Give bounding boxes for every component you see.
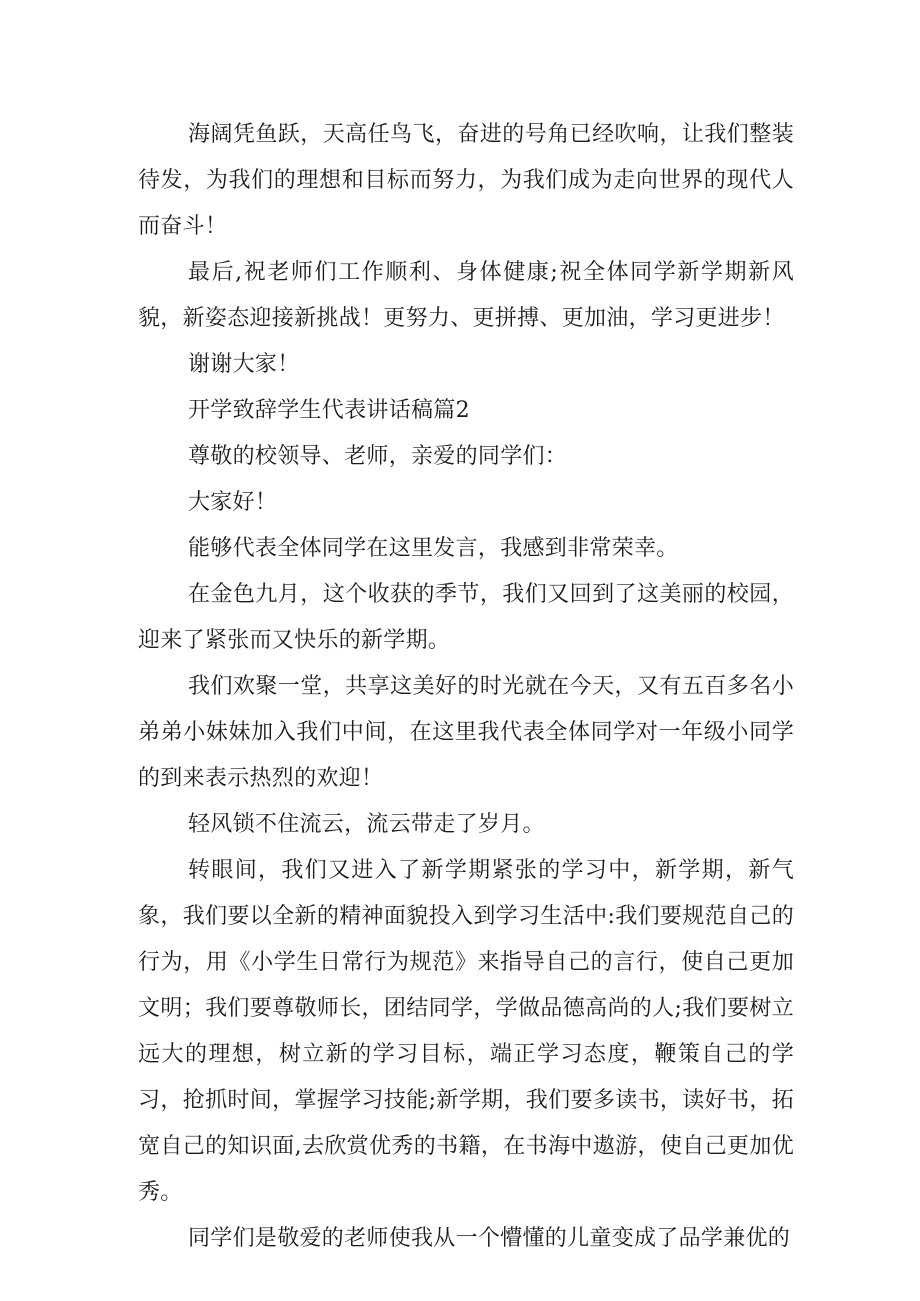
paragraph-breeze: 轻风锁不住流云，流云带走了岁月。 — [188, 812, 545, 837]
document-body — [138, 112, 794, 1262]
paragraph-greeting: 大家好！ — [188, 490, 278, 515]
paragraph-new-semester: 转眼间，我们又进入了新学期紧张的学习中，新学期，新气象，我们要以全新的精神面貌投入到学习生活中:我们要规范自己的行为，用《小学生日常行为规范》来指导自己的言行，使自己更加文明；我们要尊敬师长，团结同学，学做品德高尚的人;我们要树立远大的理想，树立新的学习目标，端正学习态度，鞭策自己的学习，抢抓时间，掌握学习技能;新学期，我们要多读书，读好书，拓宽自己的知识面,去欣赏优秀的书籍，在书海中遨游，使自己更加优秀。 — [138, 858, 794, 1205]
paragraph-september: 在金色九月，这个收获的季节，我们又回到了这美丽的校园，迎来了紧张而又快乐的新学期。 — [138, 582, 794, 653]
paragraph-teachers: 同学们是敬爱的老师使我从一个懵懂的儿童变成了品学兼优的 — [188, 1226, 791, 1251]
paragraph-welcome: 我们欢聚一堂，共享这美好的时光就在今天，又有五百多名小弟弟小妹妹加入我们中间，在这里我代表全体同学对一年级小同学的到来表示热烈的欢迎！ — [138, 674, 794, 791]
paragraph-wishes: 最后,祝老师们工作顺利、身体健康;祝全体同学新学期新风貌，新姿态迎接新挑战！更努力、更拼搏、更加油，学习更进步！ — [138, 260, 794, 331]
paragraph-closing-call: 海阔凭鱼跃，天高任鸟飞，奋进的号角已经吹响，让我们整装待发，为我们的理想和目标而努力，为我们成为走向世界的现代人而奋斗！ — [138, 122, 794, 239]
section-heading: 开学致辞学生代表讲话稿篇2 — [188, 398, 470, 423]
paragraph-thanks: 谢谢大家！ — [188, 352, 300, 377]
paragraph-honor: 能够代表全体同学在这里发言，我感到非常荣幸。 — [188, 536, 679, 561]
paragraph-salutation: 尊敬的校领导、老师，亲爱的同学们： — [188, 444, 568, 469]
